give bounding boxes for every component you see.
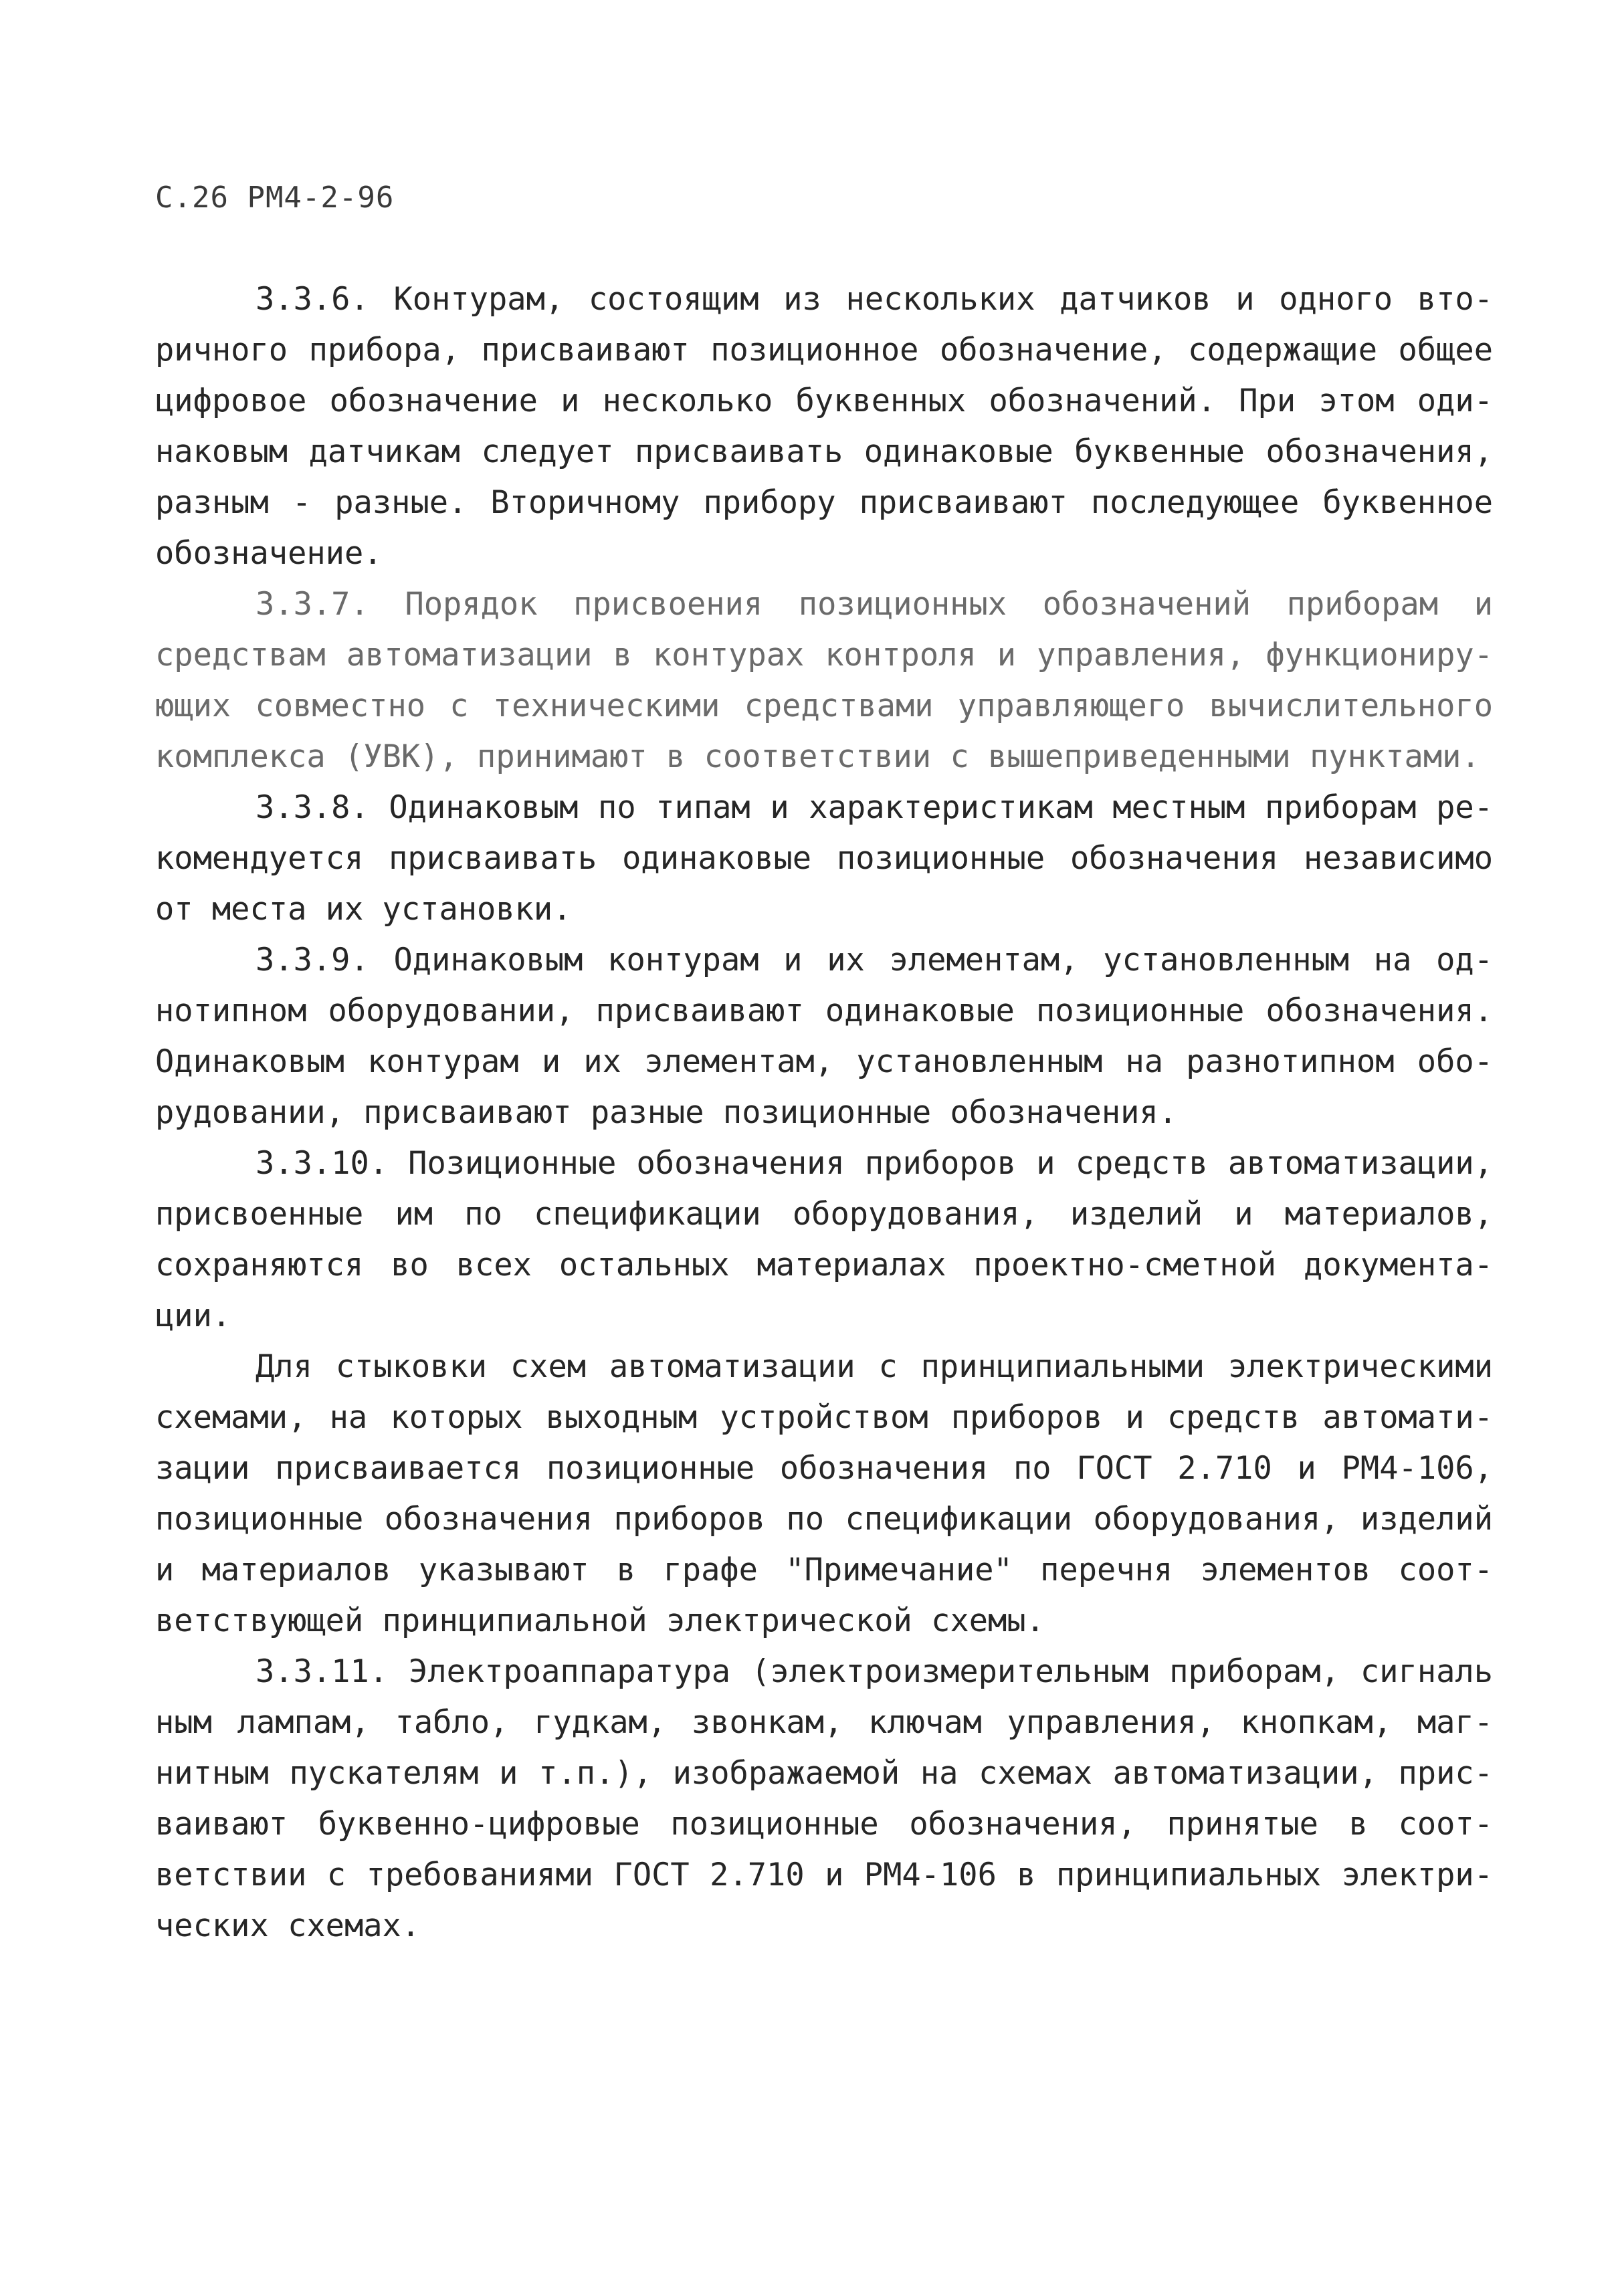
- text-line: обозначение.: [155, 535, 383, 572]
- paragraph-3.3.9: [155, 935, 1493, 1138]
- text-line: от места их установки.: [155, 891, 572, 928]
- text-line: наковым датчикам следует присваивать одинаковые буквенные обозначения,: [155, 433, 1493, 470]
- text-line: Одинаковым контурам и их элементам, установленным на разнотипном обо-: [155, 1043, 1493, 1080]
- paragraph-3.3.11: [155, 1647, 1493, 1952]
- text-line: нотипном оборудовании, присваивают одинаковые позиционные обозначения.: [155, 993, 1493, 1029]
- text-line: и материалов указывают в графе "Примечание" перечня элементов соот-: [155, 1552, 1493, 1588]
- paragraph-3.3.10-cont: [155, 1342, 1493, 1647]
- text-line: сохраняются во всех остальных материалах проектно-сметной документа-: [155, 1247, 1493, 1283]
- text-line: ным лампам, табло, гудкам, звонкам, ключам управления, кнопкам, маг-: [155, 1704, 1493, 1741]
- text-line: рудовании, присваивают разные позиционные обозначения.: [155, 1094, 1178, 1131]
- text-line: 3.3.8. Одинаковым по типам и характеристикам местным приборам ре-: [256, 789, 1493, 826]
- text-line: ветствии с требованиями ГОСТ 2.710 и РМ4-106 в принципиальных электри-: [155, 1857, 1493, 1893]
- text-line: 3.3.10. Позиционные обозначения приборов и средств автоматизации,: [256, 1145, 1493, 1182]
- text-line: ричного прибора, присваивают позиционное обозначение, содержащие общее: [155, 332, 1493, 369]
- text-line: ющих совместно с техническими средствами управляющего вычислительного: [155, 688, 1493, 724]
- document-body: [155, 274, 1493, 1952]
- text-line: комендуется присваивать одинаковые позиционные обозначения независимо: [155, 840, 1493, 877]
- paragraph-3.3.8: [155, 782, 1493, 935]
- text-line: комплекса (УВК), принимают в соответствии с вышеприведенными пунктами.: [155, 738, 1480, 775]
- text-line: ческих схемах.: [155, 1907, 421, 1944]
- text-line: ветствующей принципиальной электрической схемы.: [155, 1602, 1045, 1639]
- text-line: нитным пускателям и т.п.), изображаемой на схемах автоматизации, прис-: [155, 1755, 1493, 1792]
- paragraph-3.3.7: [155, 579, 1493, 782]
- text-line: 3.3.7. Порядок присвоения позиционных обозначений приборам и: [256, 586, 1493, 623]
- text-line: ции.: [155, 1297, 231, 1334]
- text-line: средствам автоматизации в контурах контроля и управления, функциониру-: [155, 637, 1493, 673]
- paragraph-3.3.10: [155, 1138, 1493, 1342]
- text-line: 3.3.9. Одинаковым контурам и их элементам, установленным на од-: [256, 942, 1493, 978]
- text-line: ваивают буквенно-цифровые позиционные обозначения, принятые в соот-: [155, 1806, 1493, 1843]
- text-line: позиционные обозначения приборов по спецификации оборудования, изделий: [155, 1501, 1493, 1538]
- paragraph-3.3.6: [155, 274, 1493, 579]
- text-line: зации присваивается позиционные обозначения по ГОСТ 2.710 и РМ4-106,: [155, 1450, 1493, 1487]
- text-line: цифровое обозначение и несколько буквенных обозначений. При этом оди-: [155, 383, 1493, 419]
- text-line: схемами, на которых выходным устройством приборов и средств автомати-: [155, 1399, 1493, 1436]
- text-line: 3.3.6. Контурам, состоящим из нескольких датчиков и одного вто-: [256, 281, 1493, 318]
- text-line: 3.3.11. Электроаппаратура (электроизмерительным приборам, сигналь: [256, 1653, 1493, 1690]
- text-line: присвоенные им по спецификации оборудования, изделий и материалов,: [155, 1196, 1493, 1233]
- text-line: разным - разные. Вторичному прибору присваивают последующее буквенное: [155, 484, 1493, 521]
- page-header: С.26 РМ4-2-96: [155, 181, 395, 215]
- text-line: Для стыковки схем автоматизации с принципиальными электрическими: [256, 1348, 1493, 1385]
